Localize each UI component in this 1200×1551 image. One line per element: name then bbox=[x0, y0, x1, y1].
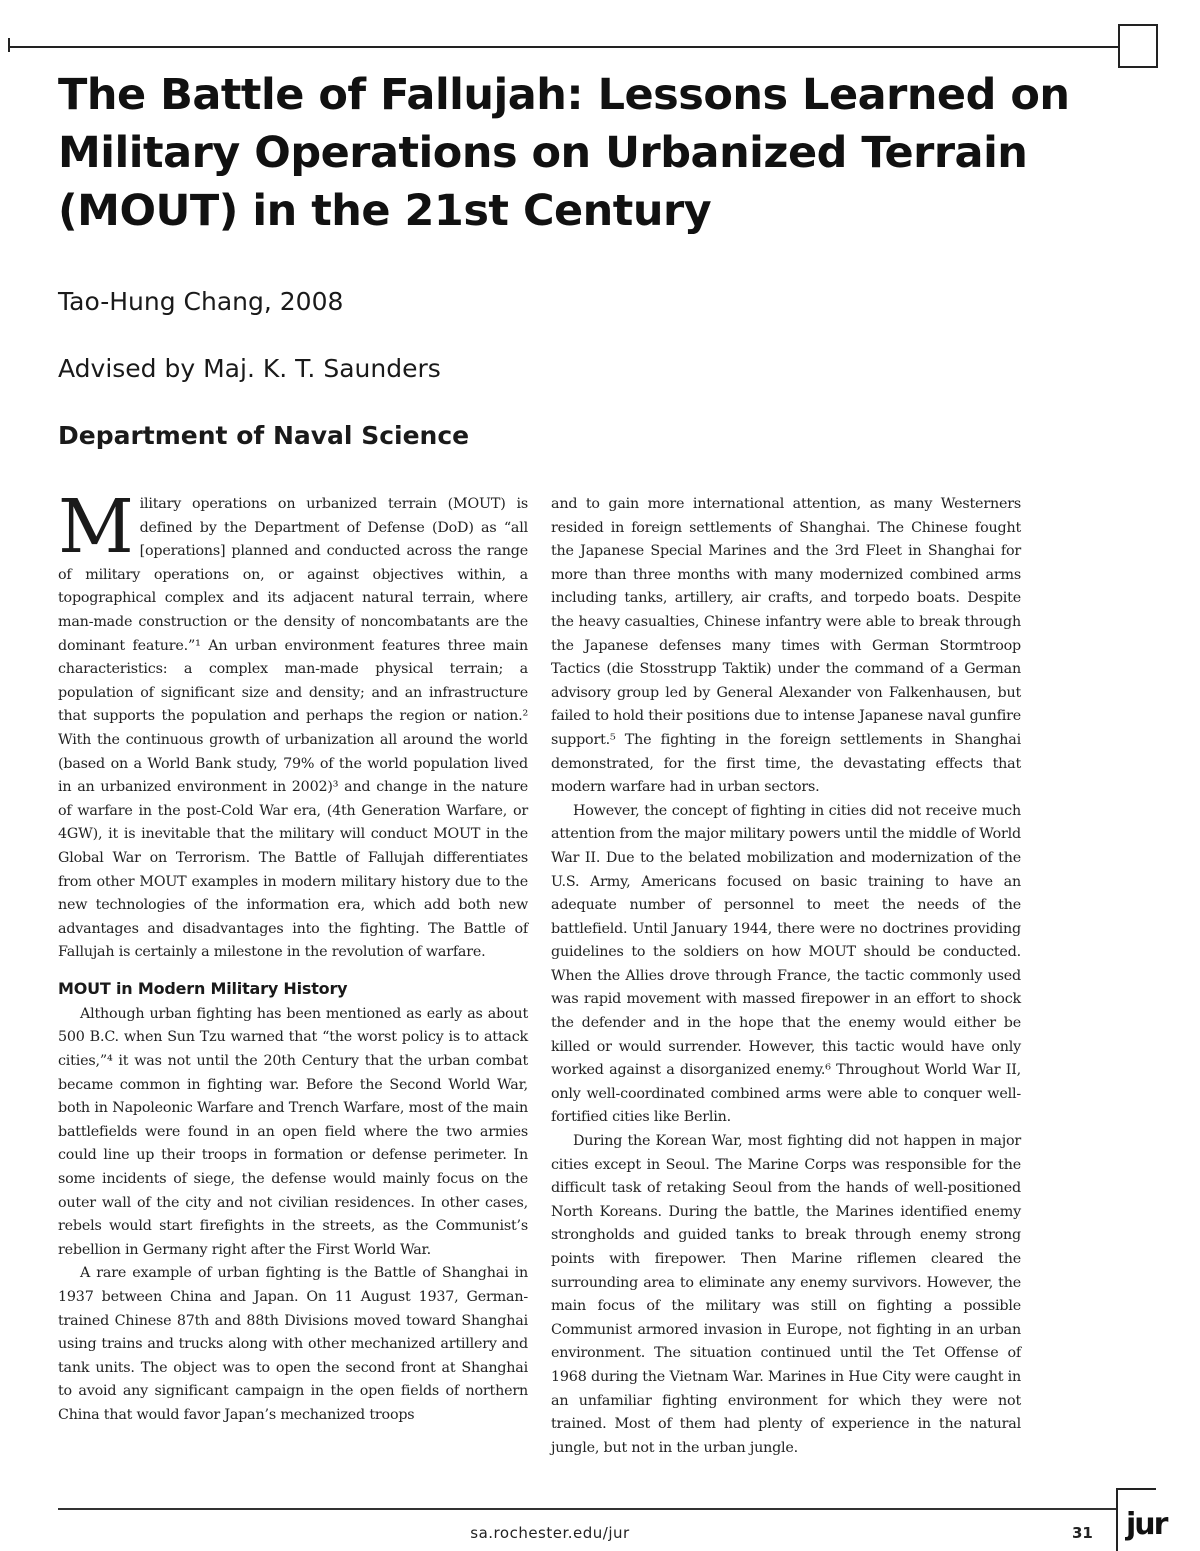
header-rule bbox=[8, 46, 1120, 48]
title-line: (MOUT) in the 21st Century bbox=[58, 186, 712, 236]
section-heading: MOUT in Modern Military History bbox=[58, 978, 348, 998]
body-paragraph: A rare example of urban fighting is the Battle of Shanghai in 1937 between China and Japan. On 11 August 1937, German-trained Chinese 87th and 88th Divisions moved toward Shanghai using trains and trucks along with other mechanized artillery and tank units. The object was to open the second front at Shanghai to avoid any significant campaign in the open fields of northern China that would favor Japan’s mechanized troops bbox=[58, 1265, 528, 1423]
title-line: Military Operations on Urbanized Terrain bbox=[58, 128, 1028, 178]
header-rule-tick bbox=[8, 38, 10, 52]
title-line: The Battle of Fallujah: Lessons Learned on bbox=[58, 70, 1070, 120]
footer-rule bbox=[58, 1508, 1118, 1510]
drop-cap: M bbox=[58, 484, 134, 570]
body-paragraph: During the Korean War, most fighting did not happen in major cities except in Seoul. The Marine Corps was responsible for the difficult task of retaking Seoul from the hands of well-positioned North Koreans. During the battle, the Marines identified enemy strongholds and guided tanks to break through enemy strong points with firepower. Then Marine riflemen cleared the surrounding area to eliminate any enemy survivors. However, the main focus of the military was still on fighting a possible Communist armored invasion in Europe, not fighting in an urban environment. The situation continued until the Tet Offense of 1968 during the Vietnam War. Marines in Hue City were caught in an unfamiliar fighting environment for which they were not trained. Most of them had plenty of experience in the natural jungle, but not in the urban jungle. bbox=[551, 1133, 1021, 1456]
page-number: 31 bbox=[1072, 1524, 1093, 1542]
intro-text: ilitary operations on urbanized terrain (MOUT) is defined by the Department of Defense (DoD) as “all [operations] planned and conducted across the range of military operations on, or against objectives within, a topographical complex and its adjacent natural terrain, where man-made construction or the density of noncombatants are the dominant feature.”¹ An urban environment features three main characteristics: a complex man-made physical terrain; a population of significant size and density; and an infrastructure that supports the population and perhaps the region or nation.² With the continuous growth of urbanization all around the world (based on a World Bank study, 79% of the world population lived in an urbanized environment in 2002)³ and change in the nature of warfare in the post-Cold War era, (4th Generation Warfare, or 4GW), it is inevitable that the military will conduct MOUT in the Global War on Terrorism. The Battle of Fallujah differentiates from other MOUT examples in modern military history due to the new technologies of the information era, which add both new advantages and disadvantages into the fighting. The Battle of Fallujah is certainly a milestone in the revolution of warfare. bbox=[58, 496, 528, 961]
article-title bbox=[58, 66, 1070, 240]
body-column-right bbox=[551, 493, 1021, 1460]
corner-box-ornament bbox=[1118, 24, 1158, 68]
footer-url: sa.rochester.edu/jur bbox=[470, 1524, 630, 1542]
author-line: Tao-Hung Chang, 2008 bbox=[58, 287, 344, 316]
body-paragraph: Although urban fighting has been mentioned as early as about 500 B.C. when Sun Tzu warned that “the worst policy is to attack cities,”⁴ it was not until the 20th Century that the urban combat became common in fighting war. Before the Second World War, both in Napoleonic Warfare and Trench Warfare, most of the main battlefields were found in an open field where the two armies could line up their troops in formation or defense perimeter. In some incidents of siege, the defense would mainly focus on the outer wall of the city and not civilian residences. In other cases, rebels would start firefights in the streets, as the Communist’s rebellion in Germany right after the First World War. bbox=[58, 1005, 528, 1258]
intro-paragraph bbox=[58, 484, 528, 965]
logo-bracket-top bbox=[1116, 1488, 1156, 1490]
journal-logo: jur bbox=[1126, 1507, 1167, 1542]
body-paragraph: However, the concept of fighting in cities did not receive much attention from the major military powers until the middle of World War II. Due to the belated mobilization and modernization of the U.S. Army, Americans focused on basic training to have an adequate number of personnel to meet the needs of the battlefield. Until January 1944, there were no doctrines providing guidelines to the soldiers on how MOUT should be conducted. When the Allies drove through France, the tactic commonly used was rapid movement with massed firepower in an effort to shock the defender and in the hope that the enemy would either be killed or would surrender. However, this tactic would have only worked against a disorganized enemy.⁶ Throughout World War II, only well-coordinated combined arms were able to conquer well-fortified cities like Berlin. bbox=[551, 802, 1021, 1126]
body-paragraph-continued: and to gain more international attention, as many Westerners resided in foreign settlements of Shanghai. The Chinese fought the Japanese Special Marines and the 3rd Fleet in Shanghai for more than three months with many modernized combined arms including tanks, artillery, air crafts, and torpedo boats. Despite the heavy casualties, Chinese infantry were able to break through the Japanese defenses many times with German Stormtroop Tactics (die Stosstrupp Taktik) under the command of a German advisory group led by General Alexander von Falkenhausen, but failed to hold their positions due to intense Japanese naval gunfire support.⁵ The fighting in the foreign settlements in Shanghai demonstrated, for the first time, the devastating effects that modern warfare had in urban sectors. bbox=[551, 496, 1021, 796]
logo-bracket bbox=[1116, 1488, 1118, 1551]
department-line: Department of Naval Science bbox=[58, 421, 470, 450]
advisor-line: Advised by Maj. K. T. Saunders bbox=[58, 354, 441, 383]
body-column-left bbox=[58, 484, 528, 1428]
